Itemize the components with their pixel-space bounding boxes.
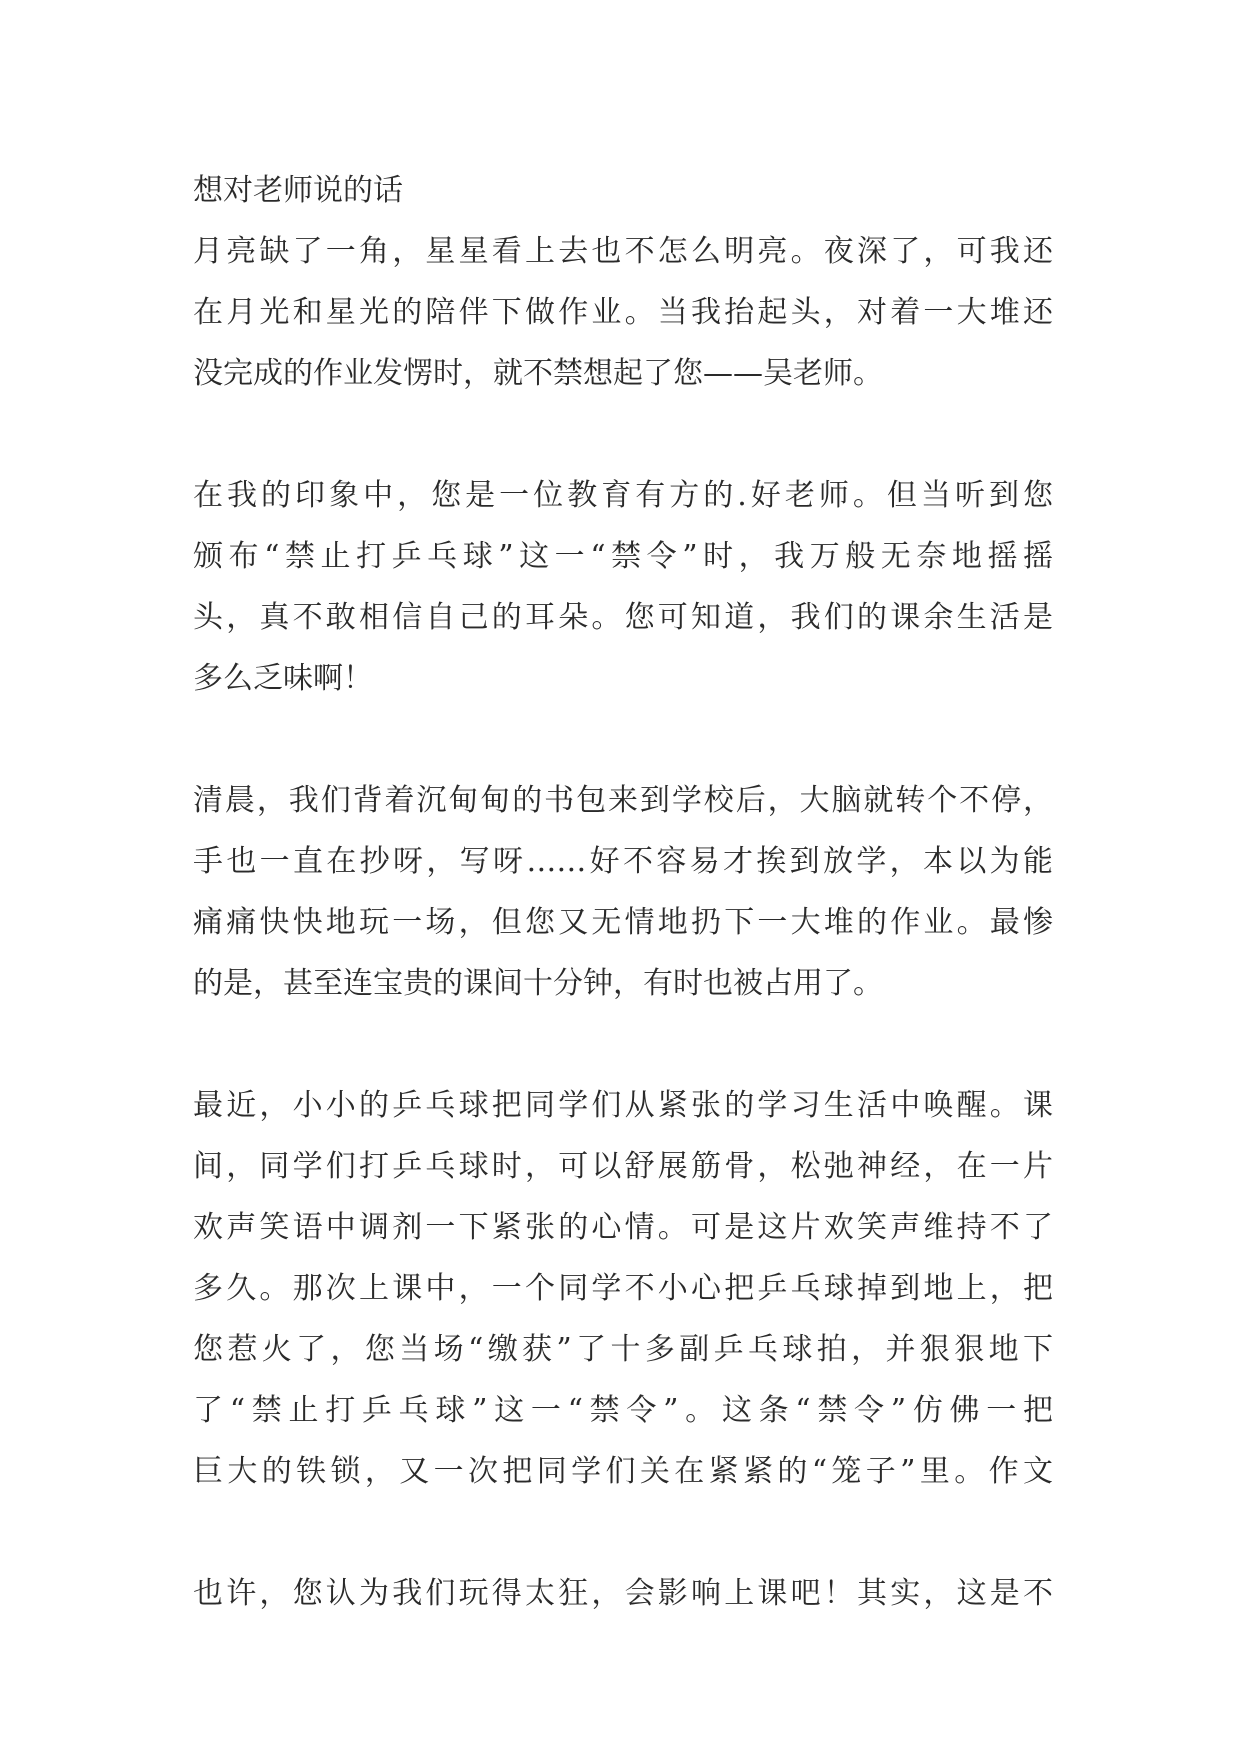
- paragraph-line: 间，同学们打乒乓球时，可以舒展筋骨，松弛神经，在一片: [193, 1149, 1053, 1184]
- document-body: [193, 160, 1053, 1624]
- paragraph-line: 在月光和星光的陪伴下做作业。当我抬起头，对着一大堆还: [193, 295, 1053, 330]
- paragraph-1: [193, 221, 1053, 404]
- paragraph-3: [193, 770, 1053, 1014]
- paragraph-2: [193, 465, 1053, 709]
- paragraph-line: 痛痛快快地玩一场，但您又无情地扔下一大堆的作业。最惨: [193, 905, 1053, 940]
- paragraph-spacer: [193, 404, 1053, 465]
- paragraph-line: 了“禁止打乒乓球”这一“禁令”。这条“禁令”仿佛一把: [193, 1393, 1053, 1428]
- paragraph-line: 欢声笑语中调剂一下紧张的心情。可是这片欢笑声维持不了: [193, 1210, 1053, 1245]
- paragraph-line: 没完成的作业发愣时，就不禁想起了您——吴老师。: [193, 356, 883, 391]
- paragraph-line: 巨大的铁锁，又一次把同学们关在紧紧的“笼子”里。作文: [193, 1454, 1053, 1489]
- paragraph-5: [193, 1563, 1053, 1624]
- paragraph-line: 的是，甚至连宝贵的课间十分钟，有时也被占用了。: [193, 966, 883, 1001]
- paragraph-spacer: [193, 709, 1053, 770]
- paragraph-line: 清晨，我们背着沉甸甸的书包来到学校后，大脑就转个不停，: [193, 783, 1053, 818]
- paragraph-line: 多么乏味啊！: [193, 661, 373, 696]
- paragraph-line: 头，真不敢相信自己的耳朵。您可知道，我们的课余生活是: [193, 600, 1053, 635]
- document-title: 想对老师说的话: [193, 173, 403, 208]
- paragraph-line: 最近，小小的乒乓球把同学们从紧张的学习生活中唤醒。课: [193, 1088, 1053, 1123]
- paragraph-line: 在我的印象中，您是一位教育有方的.好老师。但当听到您: [193, 478, 1053, 513]
- paragraph-line: 手也一直在抄呀，写呀……好不容易才挨到放学，本以为能: [193, 844, 1053, 879]
- paragraph-line: 颁布“禁止打乒乓球”这一“禁令”时，我万般无奈地摇摇: [193, 539, 1053, 574]
- paragraph-line: 多久。那次上课中，一个同学不小心把乒乓球掉到地上，把: [193, 1271, 1053, 1306]
- paragraph-4: [193, 1075, 1053, 1502]
- paragraph-line: 您惹火了，您当场“缴获”了十多副乒乓球拍，并狠狠地下: [193, 1332, 1053, 1367]
- paragraph-line: 月亮缺了一角，星星看上去也不怎么明亮。夜深了，可我还: [193, 234, 1053, 269]
- paragraph-spacer: [193, 1014, 1053, 1075]
- paragraph-spacer: [193, 1502, 1053, 1563]
- paragraph-line: 也许，您认为我们玩得太狂，会影响上课吧！其实，这是不: [193, 1576, 1053, 1611]
